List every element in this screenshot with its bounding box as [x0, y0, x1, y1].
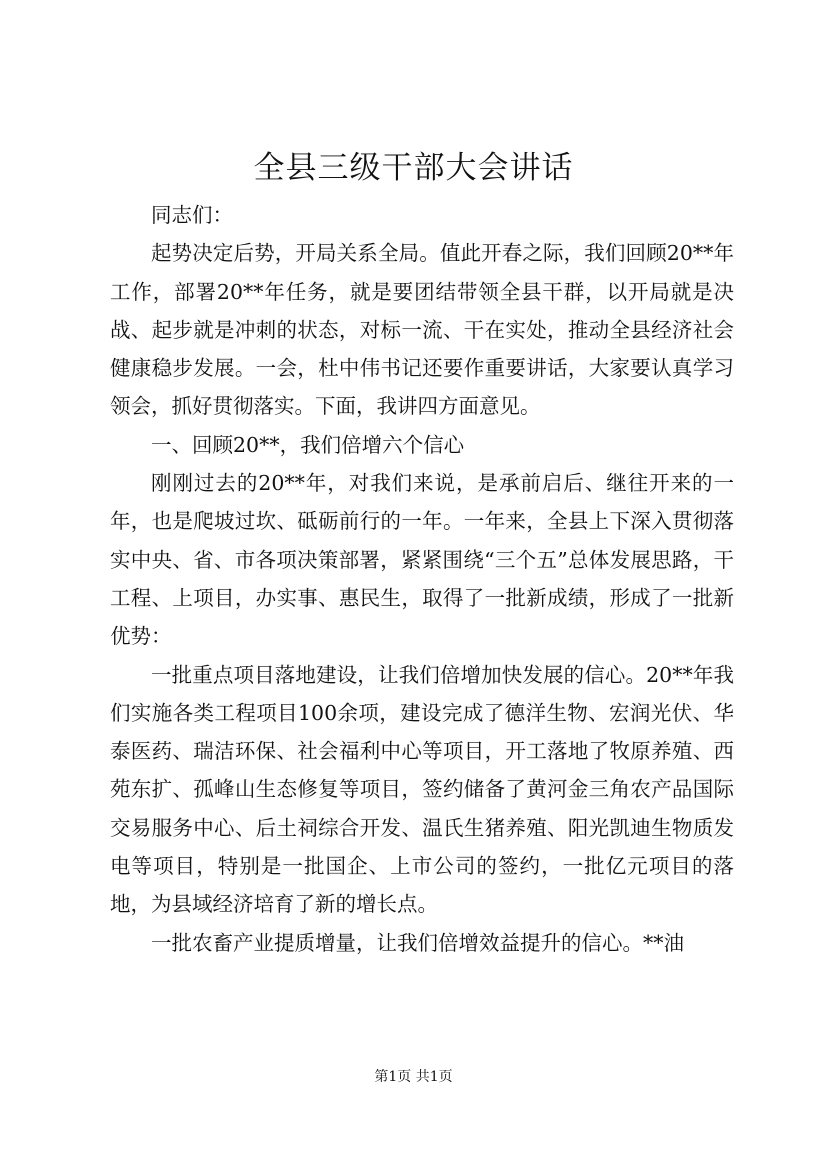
- paragraph-salutation: 同志们：: [151, 203, 233, 227]
- section-heading: 一、回顾20**，我们倍增六个信心: [151, 432, 465, 457]
- page-footer: 第1页 共1页: [374, 1069, 453, 1085]
- paragraph-projects: 一批重点项目落地建设，让我们倍增加快发展的信心。20**年我们实施各类工程项目100余项，建设完成了德洋生物、宏润光伏、华泰医药、瑞洁环保、社会福利中心等项目，开工落地了牧原养殖、西苑东扩、孤峰山生态修复等项目，签约储备了黄河金三角农产品国际交易服务中心、后土祠综合开发、温氏生猪养殖、阳光凯迪生物质发电等项目，特别是一批国企、上市公司的签约，一批亿元项目的落地，为县域经济培育了新的增长点。: [110, 662, 734, 917]
- paragraph-agriculture: 一批农畜产业提质增量，让我们倍增效益提升的信心。**油: [151, 930, 684, 955]
- document-title: 全县三级干部大会讲话: [253, 150, 574, 186]
- document-body: [110, 196, 734, 962]
- paragraph-review: 刚刚过去的20**年，对我们来说，是承前启后、继往开来的一年，也是爬坡过坎、砥砺前行的一年。一年来，全县上下深入贯彻落实中央、省、市各项决策部署，紧紧围绕“三个五”总体发展思路，干工程、上项目，办实事、惠民生，取得了一批新成绩，形成了一批新优势：: [110, 471, 734, 649]
- paragraph-intro: 起势决定后势，开局关系全局。值此开春之际，我们回顾20**年工作，部署20**年任务，就是要团结带领全县干群，以开局就是决战、起步就是冲刺的状态，对标一流、干在实处，推动全县经济社会健康稳步发展。一会，杜中伟书记还要作重要讲话，大家要认真学习领会，抓好贯彻落实。下面，我讲四方面意见。: [110, 241, 734, 419]
